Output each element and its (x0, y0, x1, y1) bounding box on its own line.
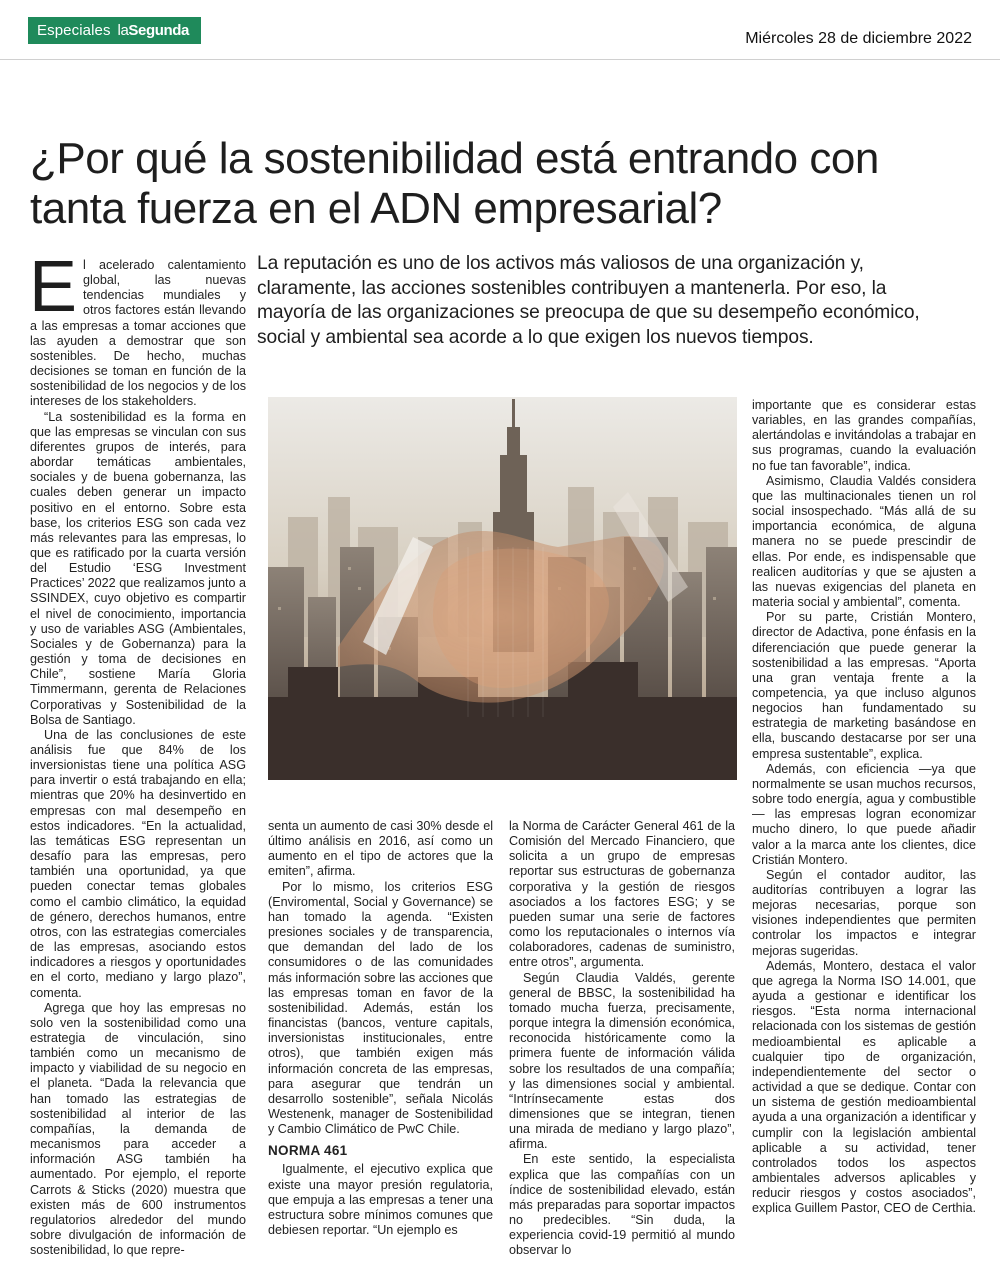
article-column-1 (29, 247, 246, 1258)
handshake-city-illustration (268, 397, 737, 780)
section-subhead: NORMA 461 (268, 1143, 348, 1159)
paragraph: Además, con eficiencia —ya que normalmente se usan muchos recursos, sobre todo energía, agua y combustible— las empresas logran economizar mucho dinero, lo que puede añadir valor a la marca ante los clientes, dice Cristián Montero. (752, 761, 976, 867)
article-column-2 (268, 819, 493, 1238)
paragraph: la Norma de Carácter General 461 de la Comisión del Mercado Financiero, que solicita a un grupo de empresas reportar sus estructuras de gobernanza corporativa y la gestión de riesgos asociados a los factores ESG; y se pueden sumar una serie de factores como los reputacionales o internos vía colaboradores, cadenas de suministro, entre otros”, argumenta. (509, 819, 735, 970)
article-column-3 (509, 819, 735, 1259)
header-divider (0, 59, 1000, 60)
paragraph: Asimismo, Claudia Valdés considera que las multinacionales tienen un rol social insospechado. “Más allá de su importancia económica, de alguna manera no se puede prescindir de ellas. Por ende, es indispensable que realicen auditorías y que se ajusten a las nuevas exigencias del planeta en materia social y ambiental”, comenta. (752, 473, 976, 610)
article-column-4 (752, 398, 976, 1216)
paragraph: Por lo mismo, los criterios ESG (Enviromental, Social y Governance) se han tomado la agenda. “Existen presiones sociales y de transparencia, que demandan del lado de los consumidores o de las comunidades más información sobre las acciones que las empresas toman en favor de la sostenibilidad. Además, están los financistas (bancos, venture capitals, inversionistas institucionales, entre otros), que también exigen más información concreta de las empresas, para asegurar que tendrán un desarrollo sostenible”, señala Nicolás Westenenk, manager de Sostenibilidad y Cambio Climático de PwC Chile. (268, 879, 493, 1137)
paragraph: Según el contador auditor, las auditorías contribuyen a lograr las mejoras necesarias, porque son visiones independientes que permiten controlar los impactos e integrar mejoras sugeridas. (752, 867, 976, 958)
paragraph: Por su parte, Cristián Montero, director de Adactiva, pone énfasis en la diferenciación que puede generar la sostenibilidad a las empresas. “Aporta una gran ventaja frente a la competencia, ya que incluso algunos negocios han fundamentado su estrategia de marketing basándose en ella, buscando destacarse por ser una empresa sustentable”, explica. (752, 610, 976, 761)
paragraph: Además, Montero, destaca el valor que agrega la Norma ISO 14.001, que ayuda a gestionar e identificar los riesgos. “Esta norma internacional relacionada con los sistemas de gestión medioambiental es aplicable a cualquier tipo de organización, independientemente del sector o actividad a que se dedique. Contar con un sistema de gestión medioambiental ayuda a una organización a identificar y cumplir con la legislación ambiental aplicable a su actividad, tener controlados todos los aspectos ambientales adversos aplicables y reducir riesgos y costos asociados”, explica Guillem Pastor, CEO de Certhia. (752, 958, 976, 1216)
paragraph: “La sostenibilidad es la forma en que las empresas se vinculan con sus diferentes grupos de interés, para abordar temáticas ambientales, sociales y de buena gobernanza, las cuales deben generar un impacto positivo en el entorno. Sobre esta base, los criterios ESG son cada vez más relevantes para las empresas, lo que es ratificado por la cuarta versión del Estudio ‘ESG Investment Practices’ 2022 que realizamos junto a SSINDEX, cuyo objetivo es compartir el nivel de conocimiento, importancia y uso de variables ASG (Ambientales, Sociales y de Gobernanza) para la gestión y toma de decisiones en Chile”, sostiene María Gloria Timmermann, gerenta de Relaciones Corporativas y Sostenibilidad de la Bolsa de Santiago. (30, 409, 246, 727)
section-label: Especiales (37, 22, 111, 39)
paragraph-text: l acelerado calentamiento global, las nuevas tendencias mundiales y otros factores están llevando a las empresas a tomar acciones que las ayuden a demostrar que son sostenibles. De hecho, muchas decisiones se toman en función de la sostenibilidad de los negocios y de los intereses de los stakeholders. (30, 258, 246, 409)
paragraph: Según Claudia Valdés, gerente general de BBSC, la sostenibilidad ha tomado mucha fuerza, precisamente, porque integra la dimensión económica, reconocida históricamente como la primera fuente de información válida sobre los resultados de una compañía; y las dimensiones social y ambiental. “Intrínsecamente estas dos dimensiones que se integran, tienen una mirada de mediano y largo plazo”, afirma. (509, 970, 735, 1152)
section-badge (28, 17, 201, 44)
paragraph: Una de las conclusiones de este análisis fue que 84% de los inversionistas tiene una política ASG para invertir o está trabajando en ella; mientras que 20% ha desinvertido en empresas con mal desempeño en estos indicadores. “En la actualidad, las temáticas ESG representan un desafío para las empresas, pero también una oportunidad, ya que pueden conectar temas globales como el cambio climático, la equidad de género, derechos humanos, entre otros, con las estrategias comerciales de las empresas, asociando estos indicadores a riesgos y oportunidades en el corto, mediano y largo plazo”, comenta. (30, 727, 246, 1000)
paragraph: senta un aumento de casi 30% desde el último análisis en 2016, así como un aumento en el tipo de actores que la emiten”, afirma. (268, 819, 493, 879)
paragraph: En este sentido, la especialista explica que las compañías con un índice de sostenibilidad elevado, están más preparadas para soportar impactos no predecibles. “Sin duda, la experiencia covid-19 permitió al mundo observar lo (509, 1152, 735, 1258)
brand-logo (118, 22, 189, 39)
article-headline: ¿Por qué la sostenibilidad está entrando con tanta fuerza en el ADN empresarial? (30, 134, 879, 233)
article-lede: La reputación es uno de los activos más valiosos de una organización y, claramente, las acciones sostenibles contribuyen a mantenerla. Por eso, la mayoría de las organizaciones se preocupa de que su desempeño económico, social y ambiental sea acorde a lo que exigen los nuevos tiempos. (257, 253, 920, 348)
paragraph: importante que es considerar estas variables, en las grandes compañías, alertándolas e invitándolas a trabajar en sus programas, cuando la evaluación no fue tan favorable”, indica. (752, 398, 976, 473)
drop-cap: E (29, 247, 78, 327)
paragraph (29, 247, 246, 410)
paragraph: Agrega que hoy las empresas no solo ven la sostenibilidad como una estrategia de vinculación, sino también como un mecanismo de impacto y viabilidad de su negocio en el planeta. “Dada la relevancia que han tomado las estrategias de sostenibilidad al interior de las compañías, la demanda de mecanismos para acceder a información ASG también ha aumentado. Por ejemplo, el reporte Carrots & Sticks (2020) muestra que existen más de 600 instrumentos regulatorios alrededor del mundo sobre divulgación de información de sostenibilidad, lo que repre- (30, 1000, 246, 1258)
brand-name: Segunda (128, 22, 189, 39)
paragraph: Igualmente, el ejecutivo explica que existe una mayor presión regulatoria, que empuja a las empresas a tener una estructura sobre mínimos comunes que debiesen reportar. “Un ejemplo es (268, 1162, 493, 1238)
handshake-city-photo (268, 397, 737, 780)
brand-prefix: la (117, 22, 129, 39)
publication-date: Miércoles 28 de diciembre 2022 (745, 30, 972, 47)
